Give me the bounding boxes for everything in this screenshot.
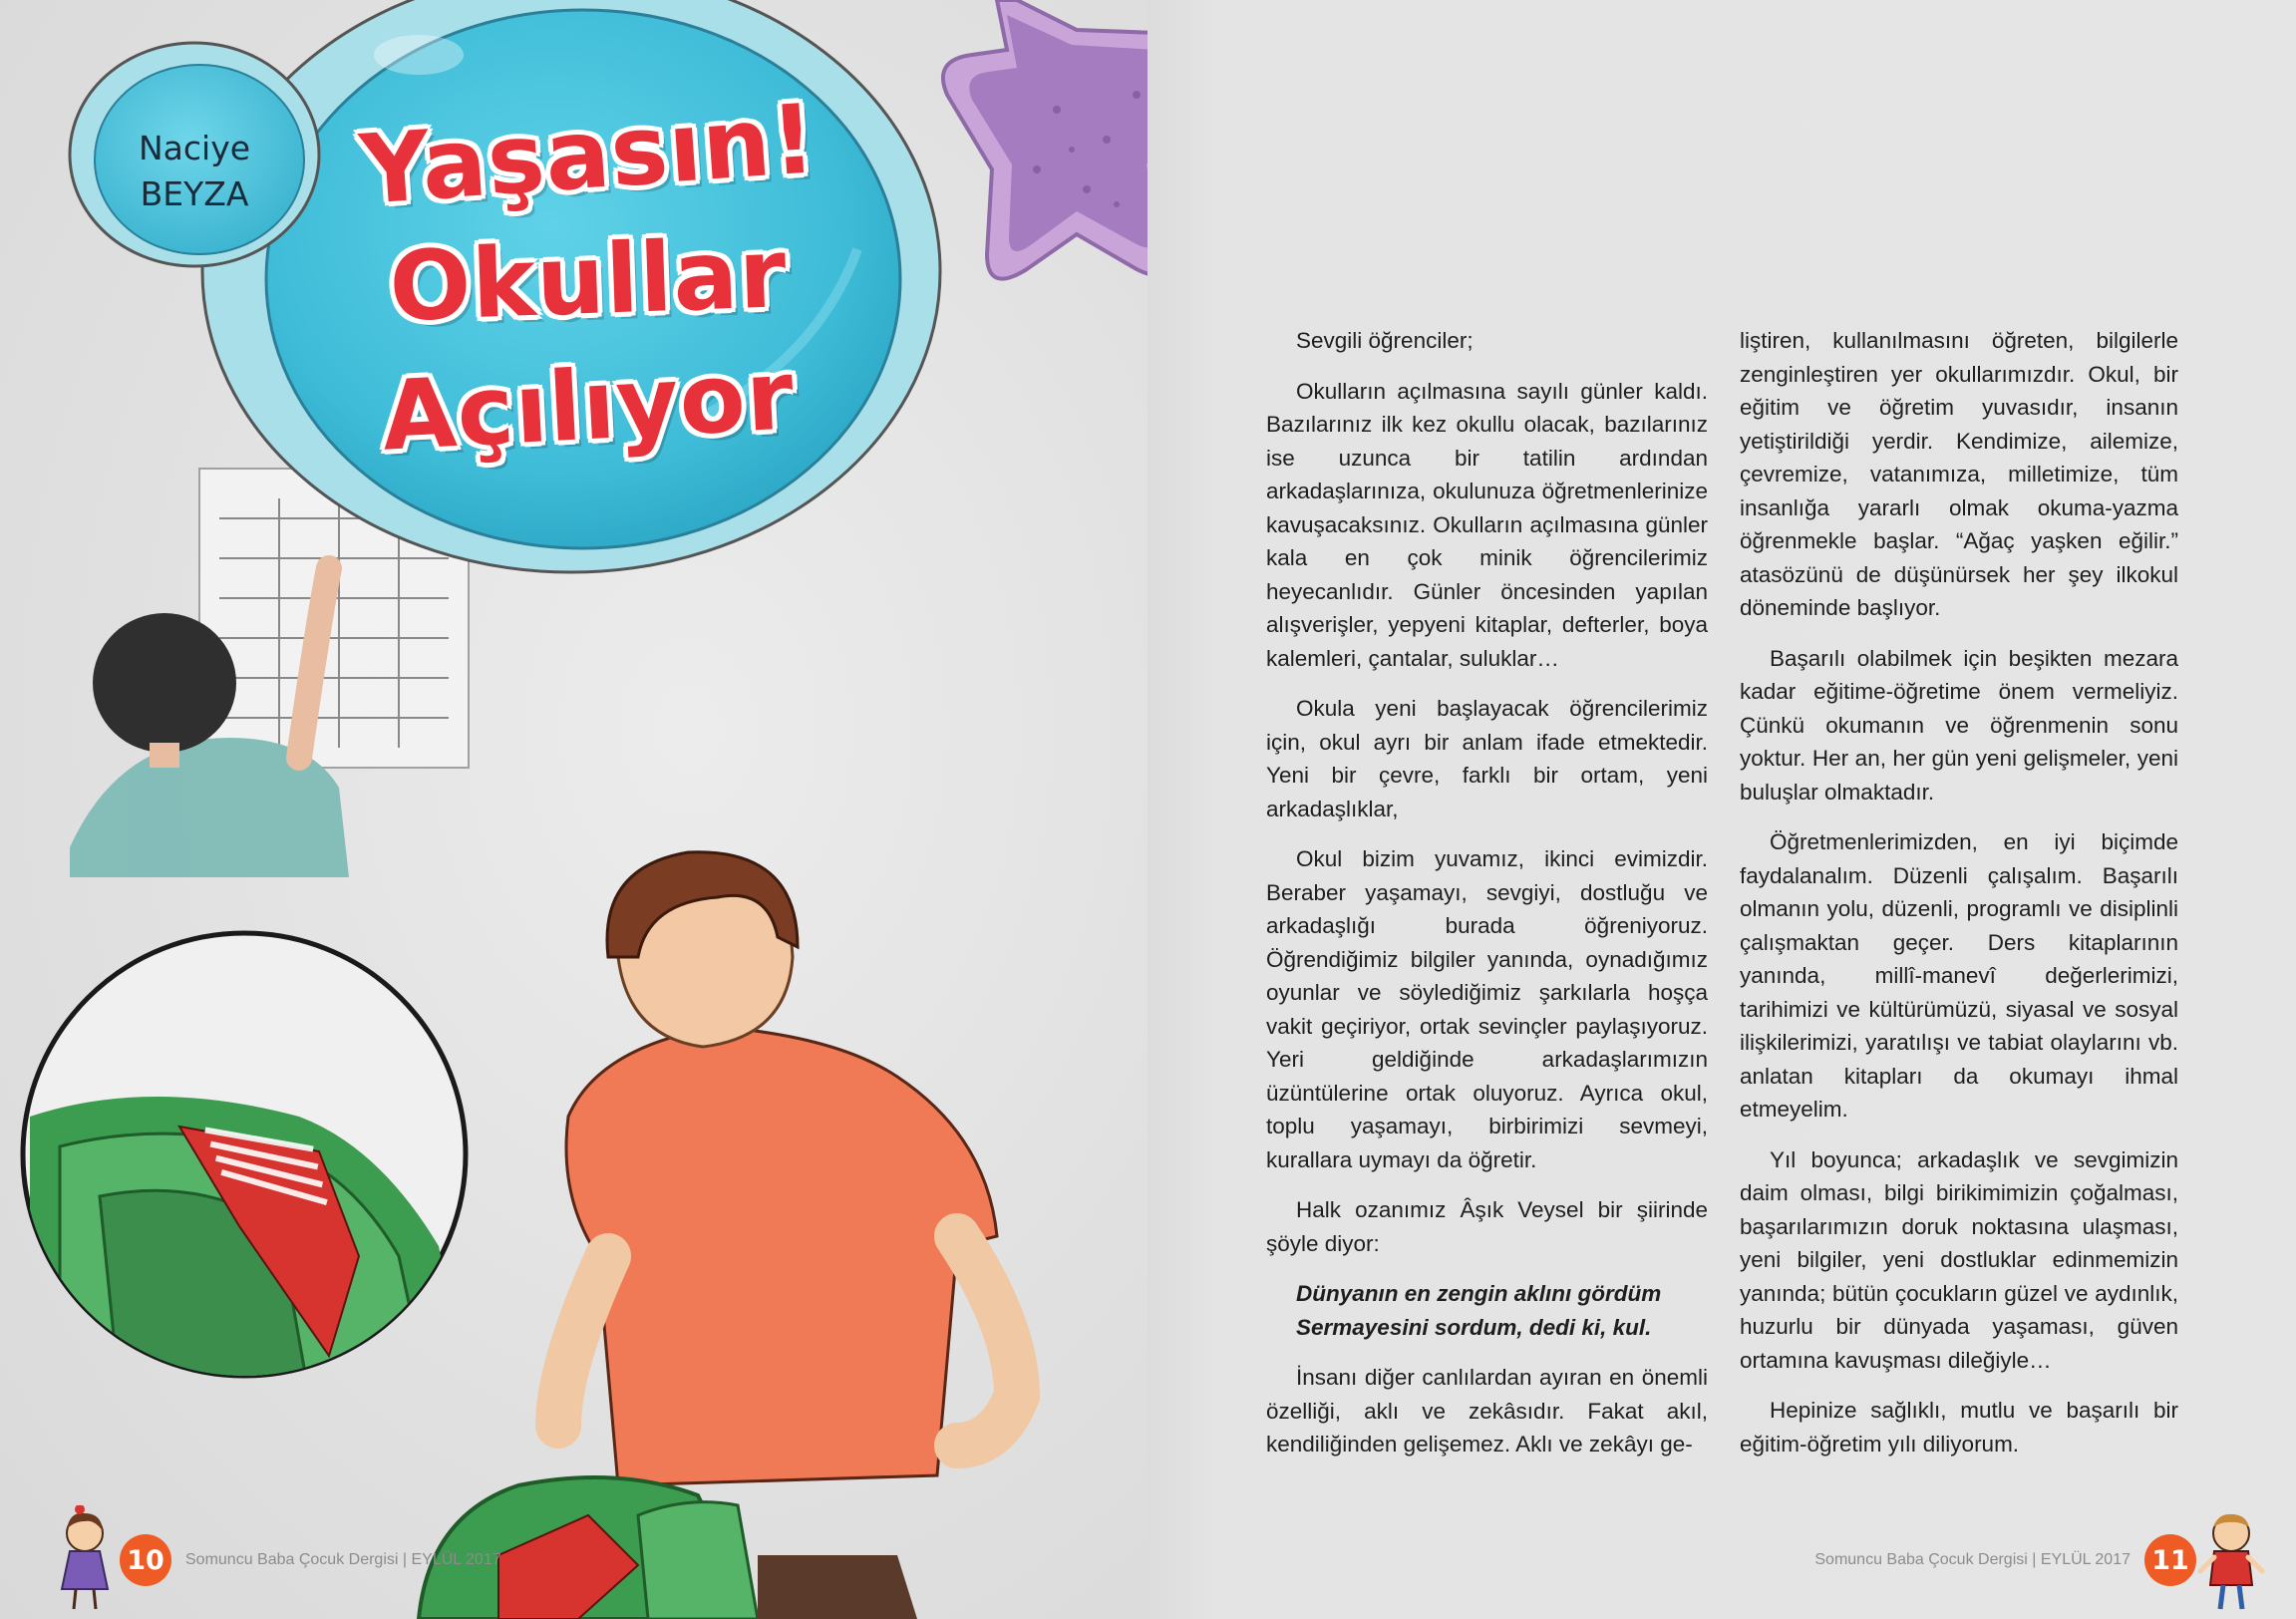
page-number-left: 10 xyxy=(120,1534,171,1586)
kid-head xyxy=(93,613,236,753)
footer-right xyxy=(1801,1505,2266,1615)
boy-with-backpack xyxy=(419,852,1017,1619)
backpack-zoom-circle xyxy=(23,933,469,1396)
footer-left xyxy=(50,1505,515,1615)
article-title xyxy=(329,83,847,473)
paragraph: Okula yeni başlayacak öğrencilerimiz için, okul ayrı bir anlam ifade etmektedir. Yeni bir çevre, farklı bir ortam, yeni arkadaşlıklar, xyxy=(1266,696,1708,821)
paragraph: Okul bizim yuvamız, ikinci evimizdir. Beraber yaşamayı, sevgiyi, dostluğu ve arkadaşlığı burada öğreniyoruz. Öğrendiğimiz bilgiler yanında, oynadığımız oyunlar ve söylediğimiz şarkılarla hoşça vakit geçiriyor, ortak sevinçler paylaşıyoruz. Yeri geldiğinde arkadaşlarımızın üzüntülerine ortak oluyoruz. Ayrıca okul, toplu yaşamayı, birbirimizi sevmeyi, kurallara uymayı da öğretir. xyxy=(1266,846,1708,1172)
author-first-name: Naciye xyxy=(138,129,251,167)
author-last-name: BEYZA xyxy=(140,174,249,213)
poem-line: Dünyanın en zengin aklını gördüm xyxy=(1296,1281,1662,1306)
paragraph: liştiren, kullanılmasını öğreten, bilgilerle zenginleştiren yer okullarımızdır. Okul, bir eğitim ve öğretim yuvasıdır, insanın yetiştirildiği yerdir. Kendimize, ailemize, çevremize, vatanımıza, milletimize, tüm insanlığa yararlı olmak okuma-yazma öğrenmekle başlar. “Ağaç yaşken eğilir.” atasözünü de düşünürsek her şey ilkokul döneminde başlıyor. xyxy=(1740,328,2178,620)
article-column-1 xyxy=(1266,324,1708,1478)
poem-quote xyxy=(1266,1277,1708,1344)
author-name xyxy=(72,62,317,281)
paragraph: İnsanı diğer canlılardan ayıran en önemli özelliği, aklı ve zekâsıdır. Fakat akıl, kendiliğinden gelişemez. Aklı ve zekâyı ge- xyxy=(1266,1365,1708,1457)
paragraph: Okulların açılmasına sayılı günler kaldı. Bazılarınız ilk kez okullu olacak, bazılarınız ise uzunca bir tatilin ardından arkadaşlarınıza, okulunuza öğretmenlerinize kavuşacaksınız. Okulların açılmasına günler kala en çok minik öğrencilerimiz heyecanlıdır. Günler öncesinden yapılan alışverişler, yepyeni kitaplar, defterler, boya kalemleri, çantalar, suluklar… xyxy=(1266,378,1708,671)
paragraph: Yıl boyunca; arkadaşlık ve sevgimizin daim olması, bilgi birikimimizin çoğalması, başarılarımızın doruk noktasına ulaşması, yeni bilgiler, yeni dostluklar edinmemizin yanında; bütün çocukların güzel ve aydınlık, huzurlu bir dünyada yaşaması, güven ortamına kavuşması dileğiyle… xyxy=(1740,1146,2178,1373)
article-column-2 xyxy=(1740,324,2178,1477)
page-number-right: 11 xyxy=(2144,1534,2196,1586)
paragraph: Başarılı olabilmek için beşikten mezara kadar eğitime-öğretime önem vermeliyiz. Çünkü okumanın ve öğrenmenin sonu yoktur. Her an, her gün yeni gelişmeler, yeni buluşlar olmaktadır. xyxy=(1740,645,2178,805)
title-line-1: Yaşasın! xyxy=(356,83,820,226)
salutation: Sevgili öğrenciler; xyxy=(1296,328,1474,353)
paragraph: Halk ozanımız Âşık Veysel bir şiirinde şöyle diyor: xyxy=(1266,1197,1708,1256)
star-decoration xyxy=(943,0,1148,279)
footer-magazine-right: Somuncu Baba Çocuk Dergisi | EYLÜL 2017 xyxy=(1814,1551,2131,1568)
footer-magazine-left: Somuncu Baba Çocuk Dergisi | EYLÜL 2017 xyxy=(185,1551,501,1568)
paragraph: Hepinize sağlıklı, mutlu ve başarılı bir eğitim-öğretim yılı diliyorum. xyxy=(1740,1398,2178,1457)
girl-mascot-icon xyxy=(50,1505,120,1615)
title-line-2: Okullar xyxy=(387,217,790,343)
boy-mascot-icon xyxy=(2196,1505,2266,1615)
paragraph: Öğretmenlerimizden, en iyi biçimde faydalanalım. Düzenli çalışalım. Başarılı olmanın yolu, düzenli, programlı ve disiplinli çalışmaktan geçer. Ders kitaplarının yanında, millî-manevî değerlerimizi, tarihimizi ve kültürümüzü, siyasal ve sosyal ilişkilerimizi, yaratılışı ve tabiat olaylarını vb. anlatan kitapları da okumayı ihmal etmeyelim. xyxy=(1740,829,2178,1122)
title-line-3: Açılıyor xyxy=(379,339,798,473)
poem-line: Sermayesini sordum, dedi ki, kul. xyxy=(1296,1314,1652,1340)
